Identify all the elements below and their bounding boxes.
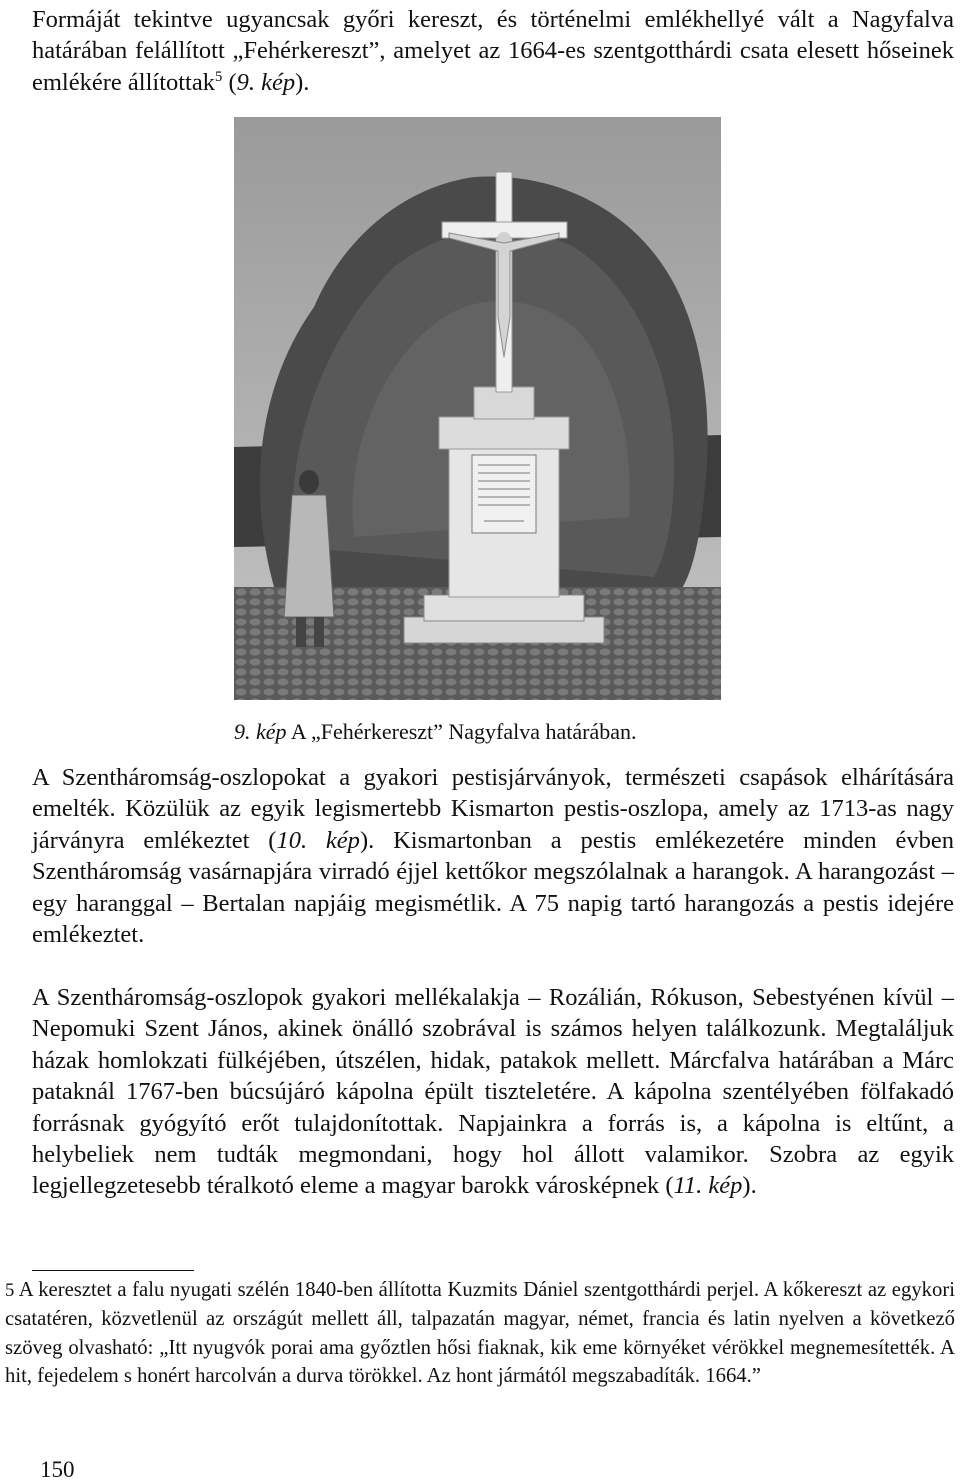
paragraph-text: ). [295, 68, 310, 96]
figure-reference: 10. kép [276, 826, 360, 854]
figure-reference: 11. kép [673, 1172, 743, 1200]
caption-text: A „Fehérkereszt” Nagyfalva határában. [286, 719, 637, 744]
paragraph-text: A Szentháromság-oszlopok gyakori mellékalakja – Rozálián, Rókuson, Sebestyénen kívül – Nepomuki Szent János, akinek önálló szobrával is számos helyen találkozunk. Megtaláljuk házak homlokzati fülkéjében, útszélen, hidak, patakok mellett. Márcfalva határában a Márc pataknál 1767-ben búcsújáró kápolna épült tiszteletére. A kápolna szentélyében fölfakadó forrásnak gyógyító erőt tulajdonítottak. Napjainkra a forrás is, a kápolna is eltűnt, a helybeliek nem tudták megmondani, hogy hol állott valamikor. Szobra az egyik legjellegzetesebb téralkotó eleme a magyar barokk városképnek ( [32, 984, 954, 1200]
paragraph-text: ). Kismartonban a pestis emlékezetére minden évben Szentháromság vasárnapjára virradó éjjel kettőkor megszólalnak a harangok. A harangozást – egy haranggal – Bertalan napjáig megismétlik. A 75 napig tartó harangozás a pestis idejére emlékeztet. [32, 826, 954, 949]
footnote-5 [5, 1276, 955, 1390]
page-number: 150 [40, 1457, 75, 1482]
paragraph-text: ). [742, 1172, 757, 1200]
photo-illustration [234, 117, 721, 700]
paragraph-szentharomsag [32, 762, 954, 950]
footnote-divider [32, 1270, 194, 1271]
paragraph-feherkereszt [32, 4, 954, 98]
paragraph-text: Formáját tekintve ugyancsak győri kereszt, és történelmi emlékhellyé vált a Nagyfalva határában felállított „Fehérkereszt”, amelyet az 1664-es szentgotthárdi csata elesett hőseinek emlékére állítottak [32, 6, 954, 96]
footnote-mark: 5 [5, 1280, 15, 1301]
paragraph-text: A Szentháromság-oszlopokat a gyakori pestisjárványok, természeti csapások elhárítására emelték. Közülük az egyik legismertebb Kismarton pestis-oszlopa, amely az 1713-as nagy járványra emlékeztet ( [32, 764, 954, 854]
paragraph-text: ( [222, 68, 237, 96]
caption-label: 9. kép [234, 719, 287, 744]
footnote-reference[interactable]: 5 [214, 68, 223, 85]
footnote-text: A keresztet a falu nyugati szélén 1840-ben állította Kuzmits Dániel szentgotthárdi perjel. A kőkereszt az egykori csatatéren, közvetlenül az országút mellett áll, talpazatán magyar, német, francia és latin nyelven a következő szöveg olvasható: „Itt nyugvók porai ama győztlen hősi fiaknak, kik eme környéket vérökkel megnemesítették. A hit, fejedelem s honért harcolván a durva törökkel. Az hont jármától megszabadíták. 1664.” [5, 1279, 955, 1387]
figure-photo-feherkereszt [234, 117, 721, 700]
figure-reference: 9. kép [236, 68, 296, 96]
paragraph-nepomuki [32, 982, 954, 1202]
figure-caption [234, 718, 637, 746]
